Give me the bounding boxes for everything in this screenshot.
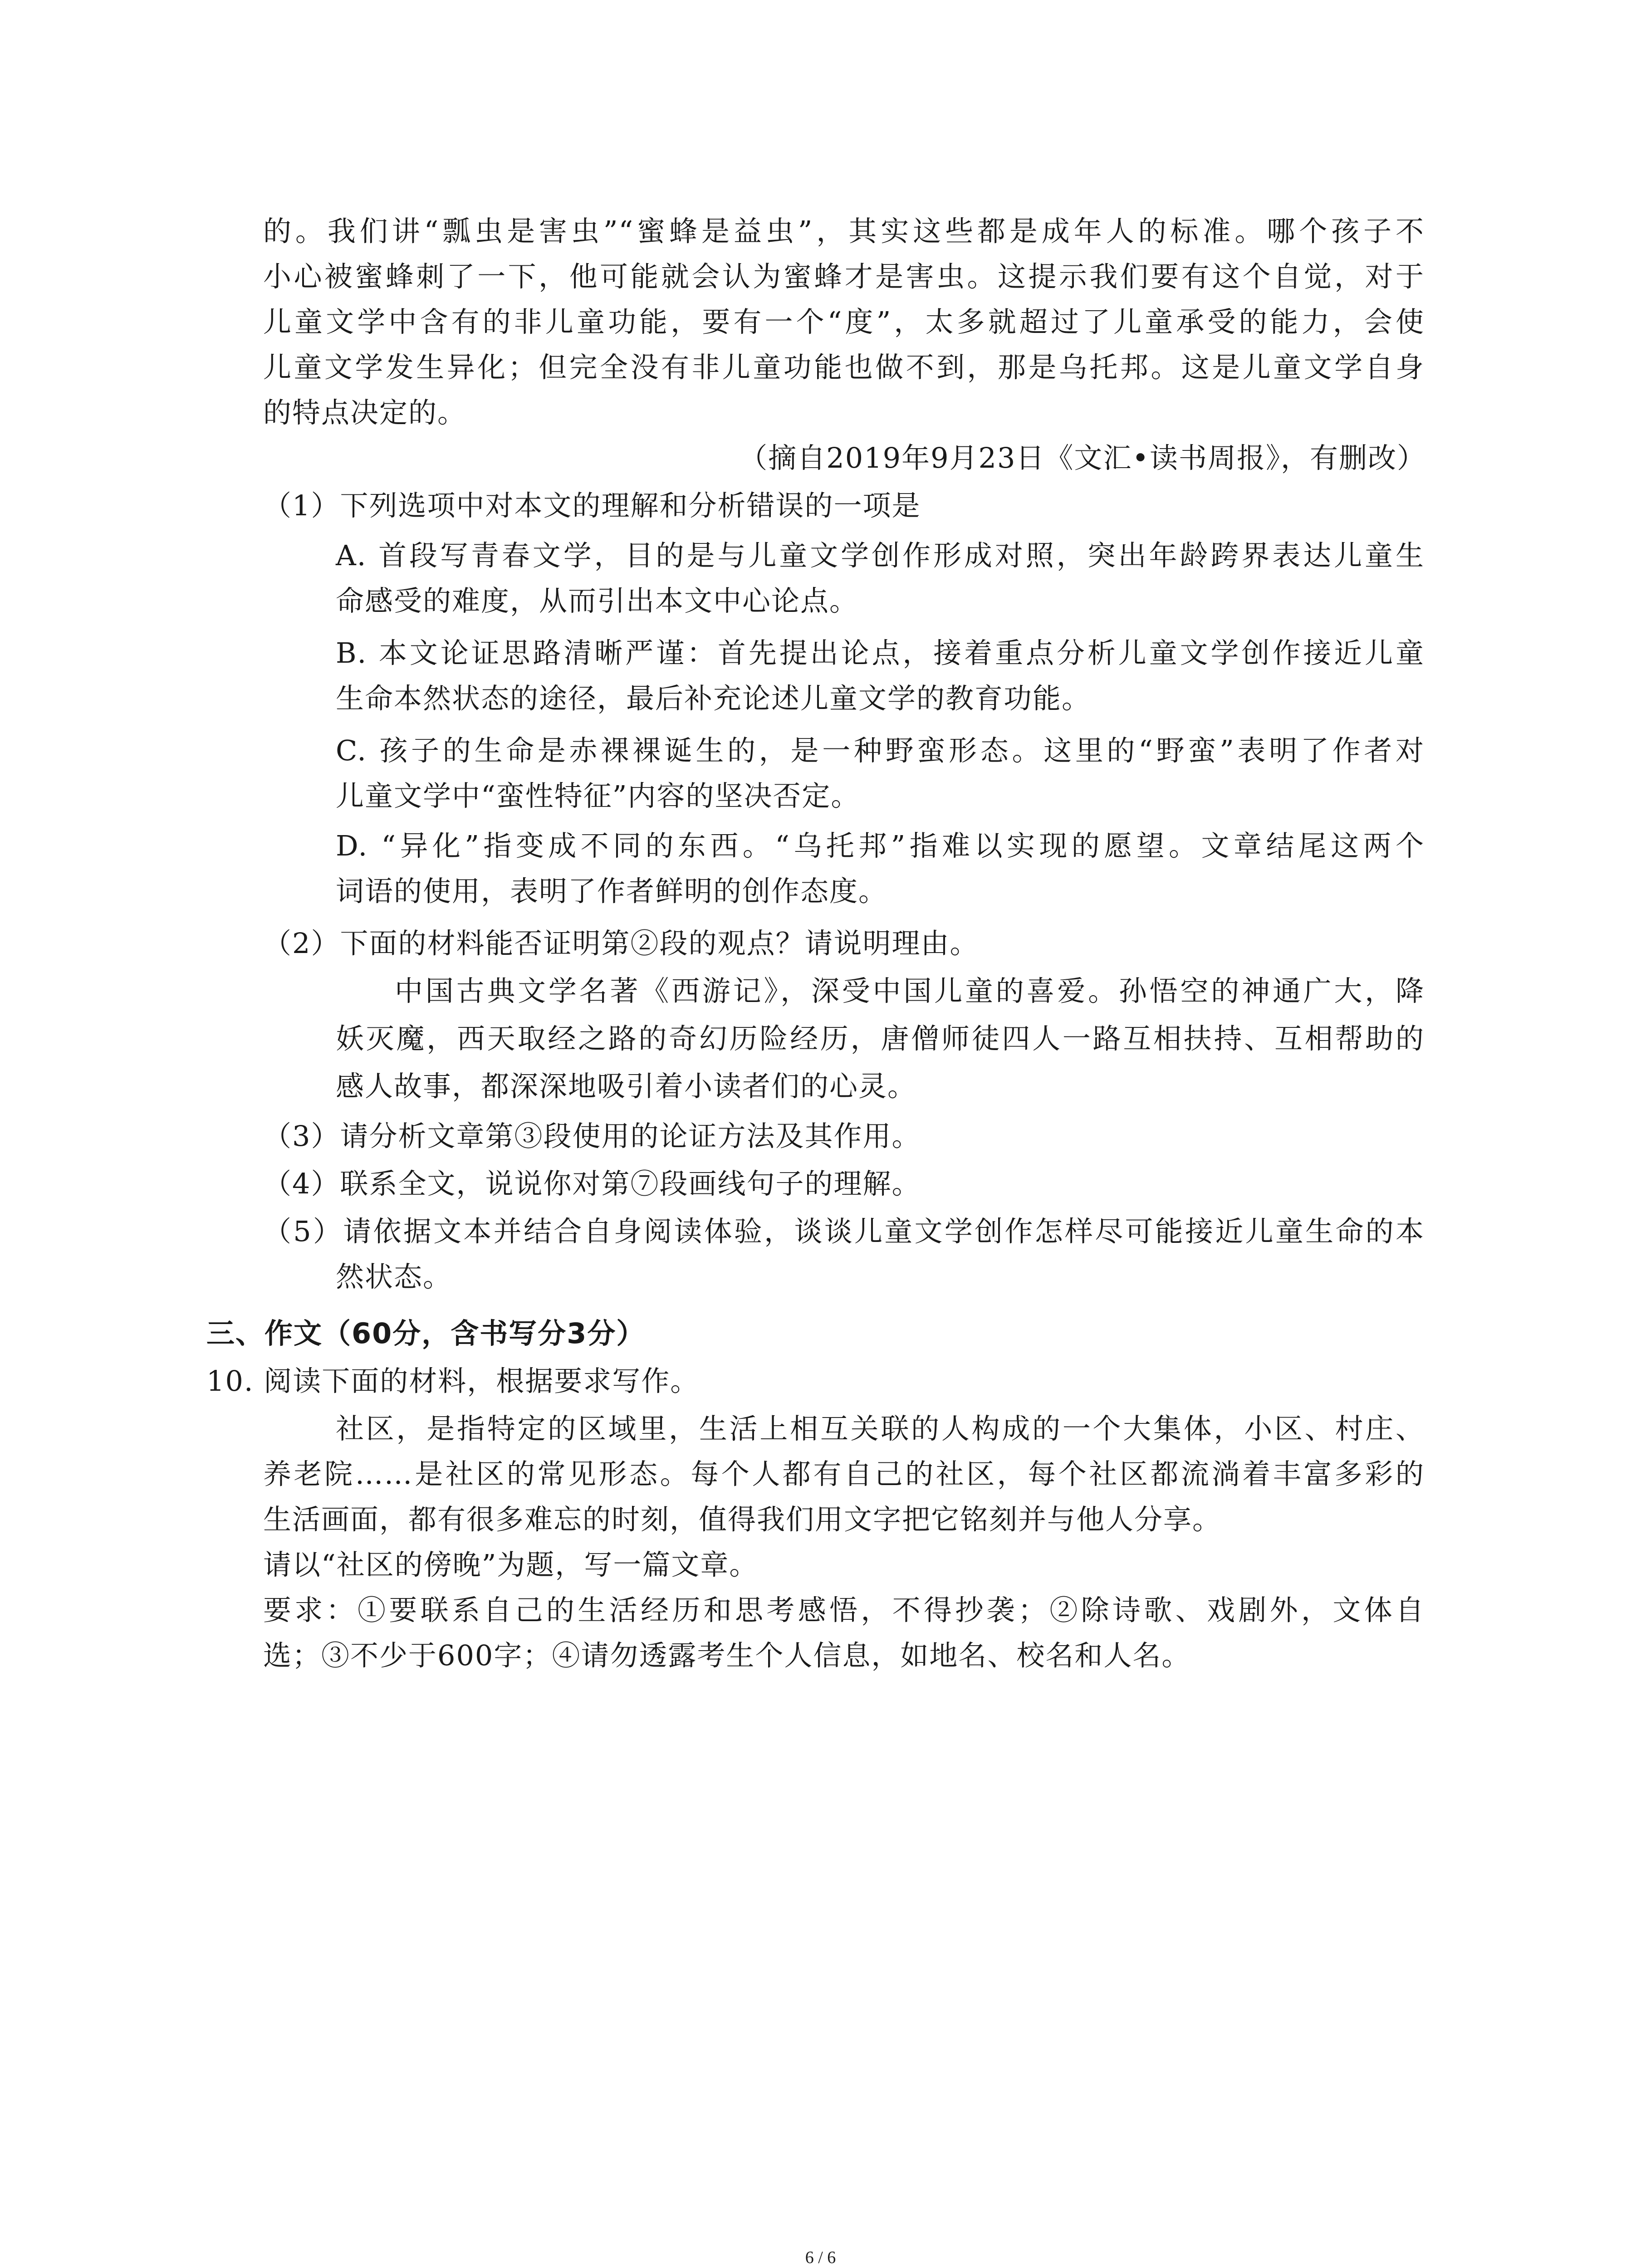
composition-requirements: 选；③不少于600字；④请勿透露考生个人信息，如地名、校名和人名。 <box>263 1639 1191 1672</box>
passage-line: 儿童文学发生异化；但完全没有非儿童功能也做不到，那是乌托邦。这是儿童文学自身 <box>263 351 1425 384</box>
question-2-material-line: 中国古典文学名著《西游记》，深受中国儿童的喜爱。孙悟空的神通广大，降 <box>395 974 1425 1007</box>
composition-prompt: 请以“社区的傍晚”为题，写一篇文章。 <box>263 1548 759 1581</box>
question-1-option-d: 词语的使用，表明了作者鲜明的创作态度。 <box>336 875 888 908</box>
question-1-option-d: D. “异化”指变成不同的东西。“乌托邦”指难以实现的愿望。文章结尾这两个 <box>336 829 1425 862</box>
composition-material-line: 生活画面，都有很多难忘的时刻，值得我们用文字把它铭刻并与他人分享。 <box>263 1503 1222 1536</box>
passage-line: 小心被蜜蜂刺了一下，他可能就会认为蜜蜂才是害虫。这提示我们要有这个自觉，对于 <box>263 260 1425 293</box>
passage-line: 儿童文学中含有的非儿童功能，要有一个“度”，太多就超过了儿童承受的能力，会使 <box>263 305 1425 338</box>
question-5: （5）请依据文本并结合自身阅读体验，谈谈儿童文学创作怎样尽可能接近儿童生命的本 <box>263 1215 1425 1248</box>
composition-requirements: 要求：①要联系自己的生活经历和思考感悟，不得抄袭；②除诗歌、戏剧外，文体自 <box>263 1593 1425 1627</box>
composition-material-line: 社区，是指特定的区域里，生活上相互关联的人构成的一个大集体，小区、村庄、 <box>336 1412 1425 1445</box>
question-10-stem: 10. 阅读下面的材料，根据要求写作。 <box>206 1364 700 1398</box>
question-3: （3）请分析文章第③段使用的论证方法及其作用。 <box>263 1119 921 1153</box>
question-1-option-a: 命感受的难度，从而引出本文中心论点。 <box>336 584 859 617</box>
question-1-option-c: C. 孩子的生命是赤裸裸诞生的，是一种野蛮形态。这里的“野蛮”表明了作者对 <box>336 734 1425 767</box>
passage-line: 的。我们讲“瓢虫是害虫”“蜜蜂是益虫”，其实这些都是成年人的标准。哪个孩子不 <box>263 215 1425 248</box>
section-3-heading: 三、作文（60分，含书写分3分） <box>206 1317 646 1350</box>
page-number: 6 / 6 <box>805 2248 836 2267</box>
question-2-material-line: 感人故事，都深深地吸引着小读者们的心灵。 <box>336 1070 917 1103</box>
question-1-option-c: 儿童文学中“蛮性特征”内容的坚决否定。 <box>336 779 860 812</box>
question-2-stem: （2）下面的材料能否证明第②段的观点？请说明理由。 <box>263 927 979 960</box>
question-1-option-a: A. 首段写青春文学，目的是与儿童文学创作形成对照，突出年龄跨界表达儿童生 <box>336 539 1425 572</box>
composition-material-line: 养老院……是社区的常见形态。每个人都有自己的社区，每个社区都流淌着丰富多彩的 <box>263 1457 1425 1491</box>
question-1-stem: （1）下列选项中对本文的理解和分析错误的一项是 <box>263 489 921 522</box>
question-4: （4）联系全文，说说你对第⑦段画线句子的理解。 <box>263 1167 921 1200</box>
source-citation: （摘自2019年9月23日《文汇•读书周报》，有删改） <box>739 441 1426 474</box>
question-5: 然状态。 <box>336 1260 452 1293</box>
passage-line: 的特点决定的。 <box>263 396 467 429</box>
question-1-option-b: 生命本然状态的途径，最后补充论述儿童文学的教育功能。 <box>336 682 1091 715</box>
question-1-option-b: B. 本文论证思路清晰严谨：首先提出论点，接着重点分析儿童文学创作接近儿童 <box>336 636 1425 670</box>
question-2-material-line: 妖灭魔，西天取经之路的奇幻历险经历，唐僧师徒四人一路互相扶持、互相帮助的 <box>336 1022 1425 1055</box>
